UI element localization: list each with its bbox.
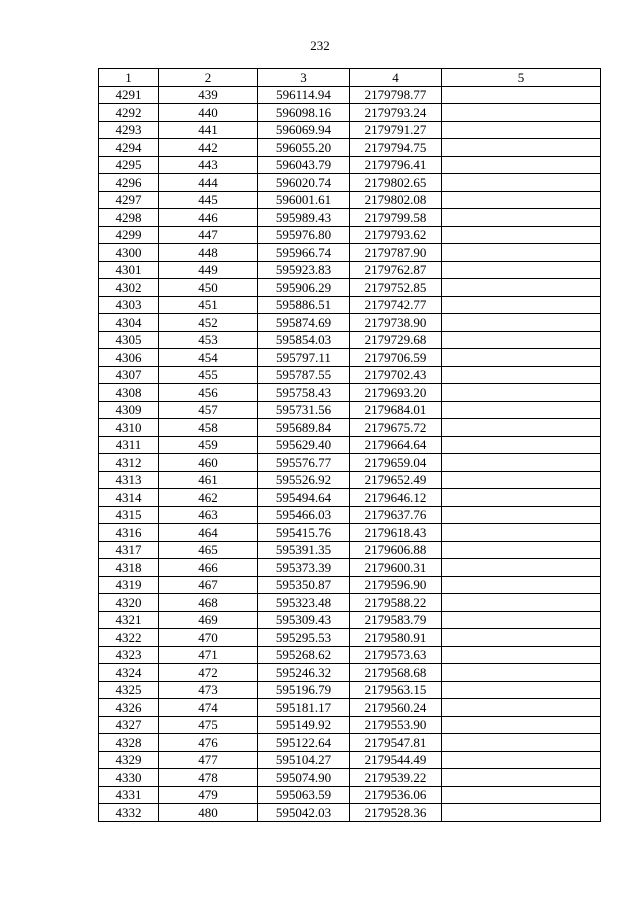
point-number-cell: 4332	[99, 804, 159, 822]
sequence-cell: 478	[159, 769, 258, 787]
sequence-cell: 460	[159, 454, 258, 472]
y-coordinate-cell: 2179684.01	[350, 401, 442, 419]
y-coordinate-cell: 2179568.68	[350, 664, 442, 682]
table-row	[99, 769, 601, 787]
y-coordinate-cell: 2179618.43	[350, 524, 442, 542]
point-number-cell: 4326	[99, 699, 159, 717]
note-cell	[442, 244, 601, 262]
x-coordinate-cell: 596069.94	[258, 121, 350, 139]
x-coordinate-cell: 595854.03	[258, 331, 350, 349]
table-row	[99, 314, 601, 332]
x-coordinate-cell: 596114.94	[258, 86, 350, 104]
note-cell	[442, 314, 601, 332]
coordinates-table	[98, 68, 601, 822]
table-row	[99, 419, 601, 437]
note-cell	[442, 576, 601, 594]
note-cell	[442, 594, 601, 612]
sequence-cell: 440	[159, 104, 258, 122]
x-coordinate-cell: 595466.03	[258, 506, 350, 524]
note-cell	[442, 646, 601, 664]
note-cell	[442, 419, 601, 437]
y-coordinate-cell: 2179742.77	[350, 296, 442, 314]
sequence-cell: 446	[159, 209, 258, 227]
table-row	[99, 121, 601, 139]
table-row	[99, 209, 601, 227]
x-coordinate-cell: 595122.64	[258, 734, 350, 752]
sequence-cell: 461	[159, 471, 258, 489]
x-coordinate-cell: 595576.77	[258, 454, 350, 472]
table-header	[99, 69, 601, 87]
point-number-cell: 4298	[99, 209, 159, 227]
x-coordinate-cell: 595758.43	[258, 384, 350, 402]
y-coordinate-cell: 2179799.58	[350, 209, 442, 227]
x-coordinate-cell: 595323.48	[258, 594, 350, 612]
table-row	[99, 804, 601, 822]
x-coordinate-cell: 595042.03	[258, 804, 350, 822]
x-coordinate-cell: 595295.53	[258, 629, 350, 647]
note-cell	[442, 191, 601, 209]
point-number-cell: 4314	[99, 489, 159, 507]
sequence-cell: 473	[159, 681, 258, 699]
x-coordinate-cell: 595923.83	[258, 261, 350, 279]
note-cell	[442, 611, 601, 629]
y-coordinate-cell: 2179802.65	[350, 174, 442, 192]
y-coordinate-cell: 2179652.49	[350, 471, 442, 489]
sequence-cell: 443	[159, 156, 258, 174]
x-coordinate-cell: 596001.61	[258, 191, 350, 209]
note-cell	[442, 279, 601, 297]
table-row	[99, 489, 601, 507]
sequence-cell: 463	[159, 506, 258, 524]
point-number-cell: 4315	[99, 506, 159, 524]
note-cell	[442, 506, 601, 524]
y-coordinate-cell: 2179791.27	[350, 121, 442, 139]
note-cell	[442, 769, 601, 787]
sequence-cell: 476	[159, 734, 258, 752]
y-coordinate-cell: 2179664.64	[350, 436, 442, 454]
y-coordinate-cell: 2179794.75	[350, 139, 442, 157]
point-number-cell: 4302	[99, 279, 159, 297]
sequence-cell: 468	[159, 594, 258, 612]
y-coordinate-cell: 2179762.87	[350, 261, 442, 279]
note-cell	[442, 524, 601, 542]
x-coordinate-cell: 595268.62	[258, 646, 350, 664]
y-coordinate-cell: 2179563.15	[350, 681, 442, 699]
point-number-cell: 4296	[99, 174, 159, 192]
y-coordinate-cell: 2179693.20	[350, 384, 442, 402]
note-cell	[442, 366, 601, 384]
column-header-3: 3	[258, 69, 350, 87]
table-row	[99, 366, 601, 384]
sequence-cell: 451	[159, 296, 258, 314]
x-coordinate-cell: 595966.74	[258, 244, 350, 262]
note-cell	[442, 156, 601, 174]
y-coordinate-cell: 2179659.04	[350, 454, 442, 472]
table-row	[99, 349, 601, 367]
table-row	[99, 559, 601, 577]
point-number-cell: 4324	[99, 664, 159, 682]
note-cell	[442, 331, 601, 349]
table-row	[99, 384, 601, 402]
table-row	[99, 734, 601, 752]
table-row	[99, 506, 601, 524]
x-coordinate-cell: 595415.76	[258, 524, 350, 542]
x-coordinate-cell: 595989.43	[258, 209, 350, 227]
note-cell	[442, 664, 601, 682]
table-row	[99, 436, 601, 454]
sequence-cell: 454	[159, 349, 258, 367]
note-cell	[442, 489, 601, 507]
point-number-cell: 4318	[99, 559, 159, 577]
y-coordinate-cell: 2179802.08	[350, 191, 442, 209]
note-cell	[442, 86, 601, 104]
y-coordinate-cell: 2179787.90	[350, 244, 442, 262]
table-row	[99, 244, 601, 262]
sequence-cell: 455	[159, 366, 258, 384]
point-number-cell: 4301	[99, 261, 159, 279]
x-coordinate-cell: 595074.90	[258, 769, 350, 787]
point-number-cell: 4323	[99, 646, 159, 664]
sequence-cell: 477	[159, 751, 258, 769]
y-coordinate-cell: 2179637.76	[350, 506, 442, 524]
note-cell	[442, 559, 601, 577]
y-coordinate-cell: 2179544.49	[350, 751, 442, 769]
note-cell	[442, 734, 601, 752]
sequence-cell: 439	[159, 86, 258, 104]
x-coordinate-cell: 596020.74	[258, 174, 350, 192]
sequence-cell: 456	[159, 384, 258, 402]
x-coordinate-cell: 595350.87	[258, 576, 350, 594]
table-row	[99, 401, 601, 419]
point-number-cell: 4327	[99, 716, 159, 734]
x-coordinate-cell: 596098.16	[258, 104, 350, 122]
x-coordinate-cell: 595149.92	[258, 716, 350, 734]
y-coordinate-cell: 2179547.81	[350, 734, 442, 752]
table-row	[99, 594, 601, 612]
table-row	[99, 611, 601, 629]
sequence-cell: 449	[159, 261, 258, 279]
x-coordinate-cell: 595391.35	[258, 541, 350, 559]
sequence-cell: 452	[159, 314, 258, 332]
column-header-1: 1	[99, 69, 159, 87]
table-row	[99, 541, 601, 559]
x-coordinate-cell: 595976.80	[258, 226, 350, 244]
point-number-cell: 4307	[99, 366, 159, 384]
y-coordinate-cell: 2179729.68	[350, 331, 442, 349]
point-number-cell: 4316	[99, 524, 159, 542]
point-number-cell: 4312	[99, 454, 159, 472]
column-header-4: 4	[350, 69, 442, 87]
y-coordinate-cell: 2179553.90	[350, 716, 442, 734]
x-coordinate-cell: 595526.92	[258, 471, 350, 489]
point-number-cell: 4304	[99, 314, 159, 332]
note-cell	[442, 716, 601, 734]
x-coordinate-cell: 595906.29	[258, 279, 350, 297]
table-row	[99, 261, 601, 279]
sequence-cell: 447	[159, 226, 258, 244]
point-number-cell: 4317	[99, 541, 159, 559]
y-coordinate-cell: 2179702.43	[350, 366, 442, 384]
y-coordinate-cell: 2179798.77	[350, 86, 442, 104]
note-cell	[442, 261, 601, 279]
x-coordinate-cell: 595309.43	[258, 611, 350, 629]
y-coordinate-cell: 2179536.06	[350, 786, 442, 804]
sequence-cell: 471	[159, 646, 258, 664]
table-row	[99, 191, 601, 209]
x-coordinate-cell: 595494.64	[258, 489, 350, 507]
point-number-cell: 4299	[99, 226, 159, 244]
x-coordinate-cell: 595246.32	[258, 664, 350, 682]
point-number-cell: 4311	[99, 436, 159, 454]
y-coordinate-cell: 2179528.36	[350, 804, 442, 822]
sequence-cell: 480	[159, 804, 258, 822]
sequence-cell: 464	[159, 524, 258, 542]
point-number-cell: 4330	[99, 769, 159, 787]
sequence-cell: 467	[159, 576, 258, 594]
table-row	[99, 454, 601, 472]
sequence-cell: 442	[159, 139, 258, 157]
point-number-cell: 4328	[99, 734, 159, 752]
note-cell	[442, 121, 601, 139]
note-cell	[442, 681, 601, 699]
point-number-cell: 4322	[99, 629, 159, 647]
table-row	[99, 699, 601, 717]
point-number-cell: 4309	[99, 401, 159, 419]
point-number-cell: 4325	[99, 681, 159, 699]
sequence-cell: 472	[159, 664, 258, 682]
sequence-cell: 466	[159, 559, 258, 577]
sequence-cell: 470	[159, 629, 258, 647]
y-coordinate-cell: 2179706.59	[350, 349, 442, 367]
note-cell	[442, 629, 601, 647]
table-row	[99, 331, 601, 349]
point-number-cell: 4331	[99, 786, 159, 804]
y-coordinate-cell: 2179560.24	[350, 699, 442, 717]
x-coordinate-cell: 595874.69	[258, 314, 350, 332]
point-number-cell: 4320	[99, 594, 159, 612]
sequence-cell: 475	[159, 716, 258, 734]
table-row	[99, 576, 601, 594]
table-row	[99, 681, 601, 699]
sequence-cell: 474	[159, 699, 258, 717]
sequence-cell: 465	[159, 541, 258, 559]
table-row	[99, 296, 601, 314]
point-number-cell: 4291	[99, 86, 159, 104]
y-coordinate-cell: 2179600.31	[350, 559, 442, 577]
point-number-cell: 4297	[99, 191, 159, 209]
x-coordinate-cell: 595181.17	[258, 699, 350, 717]
x-coordinate-cell: 595731.56	[258, 401, 350, 419]
note-cell	[442, 384, 601, 402]
note-cell	[442, 139, 601, 157]
table-row	[99, 786, 601, 804]
sequence-cell: 450	[159, 279, 258, 297]
point-number-cell: 4294	[99, 139, 159, 157]
sequence-cell: 441	[159, 121, 258, 139]
note-cell	[442, 104, 601, 122]
page-number: 232	[310, 38, 330, 53]
y-coordinate-cell: 2179796.41	[350, 156, 442, 174]
x-coordinate-cell: 595196.79	[258, 681, 350, 699]
table-row	[99, 751, 601, 769]
y-coordinate-cell: 2179539.22	[350, 769, 442, 787]
y-coordinate-cell: 2179583.79	[350, 611, 442, 629]
sequence-cell: 448	[159, 244, 258, 262]
y-coordinate-cell: 2179675.72	[350, 419, 442, 437]
table-row	[99, 174, 601, 192]
x-coordinate-cell: 595787.55	[258, 366, 350, 384]
column-header-5: 5	[442, 69, 601, 87]
table-row	[99, 156, 601, 174]
sequence-cell: 457	[159, 401, 258, 419]
x-coordinate-cell: 595886.51	[258, 296, 350, 314]
point-number-cell: 4306	[99, 349, 159, 367]
sequence-cell: 462	[159, 489, 258, 507]
note-cell	[442, 401, 601, 419]
note-cell	[442, 471, 601, 489]
note-cell	[442, 226, 601, 244]
y-coordinate-cell: 2179793.24	[350, 104, 442, 122]
table-body	[99, 86, 601, 821]
x-coordinate-cell: 596043.79	[258, 156, 350, 174]
x-coordinate-cell: 595689.84	[258, 419, 350, 437]
sequence-cell: 445	[159, 191, 258, 209]
sequence-cell: 444	[159, 174, 258, 192]
point-number-cell: 4310	[99, 419, 159, 437]
note-cell	[442, 751, 601, 769]
note-cell	[442, 541, 601, 559]
table-row	[99, 86, 601, 104]
note-cell	[442, 804, 601, 822]
header-row	[99, 69, 601, 87]
note-cell	[442, 436, 601, 454]
y-coordinate-cell: 2179646.12	[350, 489, 442, 507]
x-coordinate-cell: 595797.11	[258, 349, 350, 367]
point-number-cell: 4329	[99, 751, 159, 769]
table-row	[99, 646, 601, 664]
table-row	[99, 226, 601, 244]
y-coordinate-cell: 2179588.22	[350, 594, 442, 612]
table-row	[99, 471, 601, 489]
point-number-cell: 4319	[99, 576, 159, 594]
y-coordinate-cell: 2179573.63	[350, 646, 442, 664]
x-coordinate-cell: 595373.39	[258, 559, 350, 577]
note-cell	[442, 786, 601, 804]
x-coordinate-cell: 596055.20	[258, 139, 350, 157]
x-coordinate-cell: 595104.27	[258, 751, 350, 769]
point-number-cell: 4300	[99, 244, 159, 262]
note-cell	[442, 349, 601, 367]
table-row	[99, 104, 601, 122]
table-row	[99, 524, 601, 542]
y-coordinate-cell: 2179793.62	[350, 226, 442, 244]
point-number-cell: 4292	[99, 104, 159, 122]
point-number-cell: 4295	[99, 156, 159, 174]
note-cell	[442, 209, 601, 227]
y-coordinate-cell: 2179606.88	[350, 541, 442, 559]
point-number-cell: 4303	[99, 296, 159, 314]
point-number-cell: 4313	[99, 471, 159, 489]
point-number-cell: 4321	[99, 611, 159, 629]
sequence-cell: 458	[159, 419, 258, 437]
sequence-cell: 459	[159, 436, 258, 454]
note-cell	[442, 296, 601, 314]
y-coordinate-cell: 2179752.85	[350, 279, 442, 297]
point-number-cell: 4305	[99, 331, 159, 349]
table-row	[99, 139, 601, 157]
column-header-2: 2	[159, 69, 258, 87]
sequence-cell: 479	[159, 786, 258, 804]
x-coordinate-cell: 595629.40	[258, 436, 350, 454]
table-row	[99, 716, 601, 734]
y-coordinate-cell: 2179596.90	[350, 576, 442, 594]
y-coordinate-cell: 2179738.90	[350, 314, 442, 332]
point-number-cell: 4308	[99, 384, 159, 402]
point-number-cell: 4293	[99, 121, 159, 139]
sequence-cell: 469	[159, 611, 258, 629]
note-cell	[442, 174, 601, 192]
table-row	[99, 279, 601, 297]
table-row	[99, 629, 601, 647]
x-coordinate-cell: 595063.59	[258, 786, 350, 804]
note-cell	[442, 699, 601, 717]
sequence-cell: 453	[159, 331, 258, 349]
table-row	[99, 664, 601, 682]
note-cell	[442, 454, 601, 472]
y-coordinate-cell: 2179580.91	[350, 629, 442, 647]
